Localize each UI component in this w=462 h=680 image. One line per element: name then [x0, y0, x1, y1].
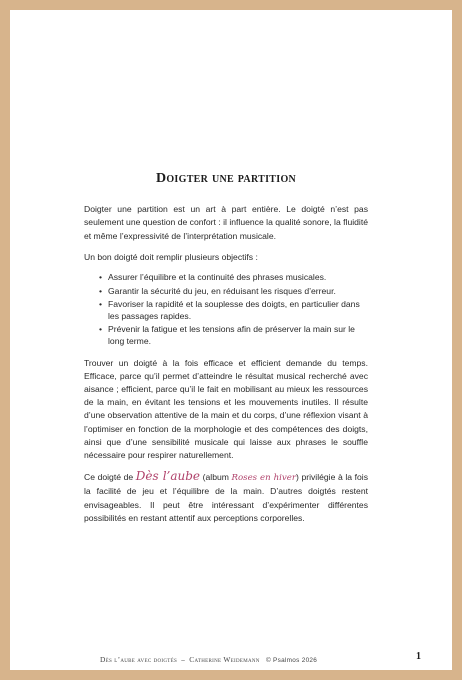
list-item: • Assurer l’équilibre et la continuité des phrases musicales.: [108, 272, 368, 284]
footer-title: Dès l’aube avec doigtés: [100, 655, 178, 664]
list-item: • Garantir la sécurité du jeu, en réduisant les risques d’erreur.: [108, 286, 368, 298]
footer-author: Catherine Weidemann: [189, 655, 260, 664]
page-footer: [100, 655, 317, 664]
footer-separator: –: [181, 657, 186, 664]
closing-paragraph: [84, 470, 368, 525]
page-content: [84, 172, 368, 533]
page-number: 1: [416, 651, 421, 662]
objectives-list: [84, 272, 368, 348]
list-item: • Favoriser la rapidité et la souplesse des doigts, en particulier dans les passages rapides.: [108, 299, 368, 322]
album-open: (album: [202, 472, 229, 483]
list-item: • Prévenir la fatigue et les tensions afin de préserver la main sur le long terme.: [108, 324, 368, 347]
footer-copyright: © Psalmos 2026: [265, 657, 318, 664]
intro-paragraph: Doigter une partition est un art à part entière. Le doigté n’est pas seulement une question de confort : il influence la qualité sonore, la fluidité et même l’expressivité de l’interprétation musicale.: [84, 204, 368, 241]
album-close: ): [295, 472, 299, 483]
closing-rest: privilégie à la fois la facilité de jeu et l’équilibre de la main. D’autres doigtés restent envisageables. Il peut être intéressant d’expérimenter différentes possibilités en restant attentif aux perceptions corporelles.: [84, 472, 369, 523]
album-title: Roses en hiver: [231, 473, 296, 484]
objectives-lead: Un bon doigté doit remplir plusieurs objectifs :: [84, 251, 258, 262]
document-page: [10, 10, 452, 670]
body-paragraph: Trouver un doigté à la fois efficace et efficient demande du temps. Efficace, parce qu’il permet d’atteindre le résultat musical recherché avec aisance ; efficient, parce qu’il le fait en mobilisant au mieux les ressources de la main, en évitant les tensions et les mouvements inutiles. Il résulte d’une observation attentive de la main et du corps, d’une réflexion visant à l’optimiser en fonction de la morphologie et des compétences des doigts, ainsi que d’une sensibilité musicale qui laisse aux phrases le souffle nécessaire pour respirer naturellement.: [84, 357, 368, 460]
page-title: Doigter une partition: [155, 171, 297, 186]
closing-prefix: Ce doigté de: [84, 472, 134, 483]
piece-title: Dès l’aube: [135, 469, 201, 484]
